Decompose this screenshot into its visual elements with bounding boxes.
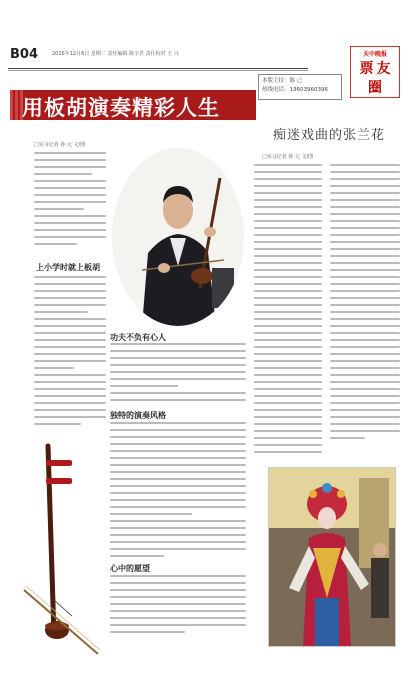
body-text-col3 (254, 164, 322, 458)
masthead-title-line1: 票 友 (359, 61, 391, 77)
section-heading: 功夫不负有心人 (110, 333, 166, 342)
editor-hotline: 热线电话：13603960396 (262, 87, 328, 93)
right-byline: □实习记者 孙 元 文/图 (262, 154, 314, 160)
section-heading: 心中的愿望 (110, 564, 150, 573)
right-article-headline: 痴迷戏曲的张兰花 (272, 128, 385, 143)
issue-info: 2016年12月6日 星期二 责任编辑 陈宇君 责任校对 王 兴 (52, 51, 179, 57)
section-heading: 独特的演奏风格 (110, 411, 166, 420)
page-number: B04 (10, 47, 38, 62)
main-byline: □实习记者 孙 元 文/图 (34, 142, 86, 148)
masthead-brand: 天中晚报 (362, 51, 387, 58)
section-heading: 上小学时就上板胡 (36, 263, 100, 272)
header-divider (8, 68, 308, 69)
body-text-col2b (110, 422, 246, 562)
body-text-col2c (110, 575, 246, 638)
body-text-col1 (34, 152, 106, 250)
header-divider-thin (8, 70, 308, 71)
masthead-title-line2: 圈 (368, 80, 382, 96)
body-text-col4 (330, 164, 400, 444)
section-masthead (350, 46, 400, 98)
opera-performer-photo (268, 467, 396, 647)
editor-info-box (258, 74, 342, 100)
body-text-col1b (34, 276, 106, 430)
main-headline: 用板胡演奏精彩人生 (22, 96, 220, 120)
body-text-col2 (110, 343, 246, 406)
musician-photo (112, 148, 244, 326)
editor-host: 本版主持：陈 己 (262, 78, 303, 84)
banhu-instrument-photo (20, 440, 102, 660)
